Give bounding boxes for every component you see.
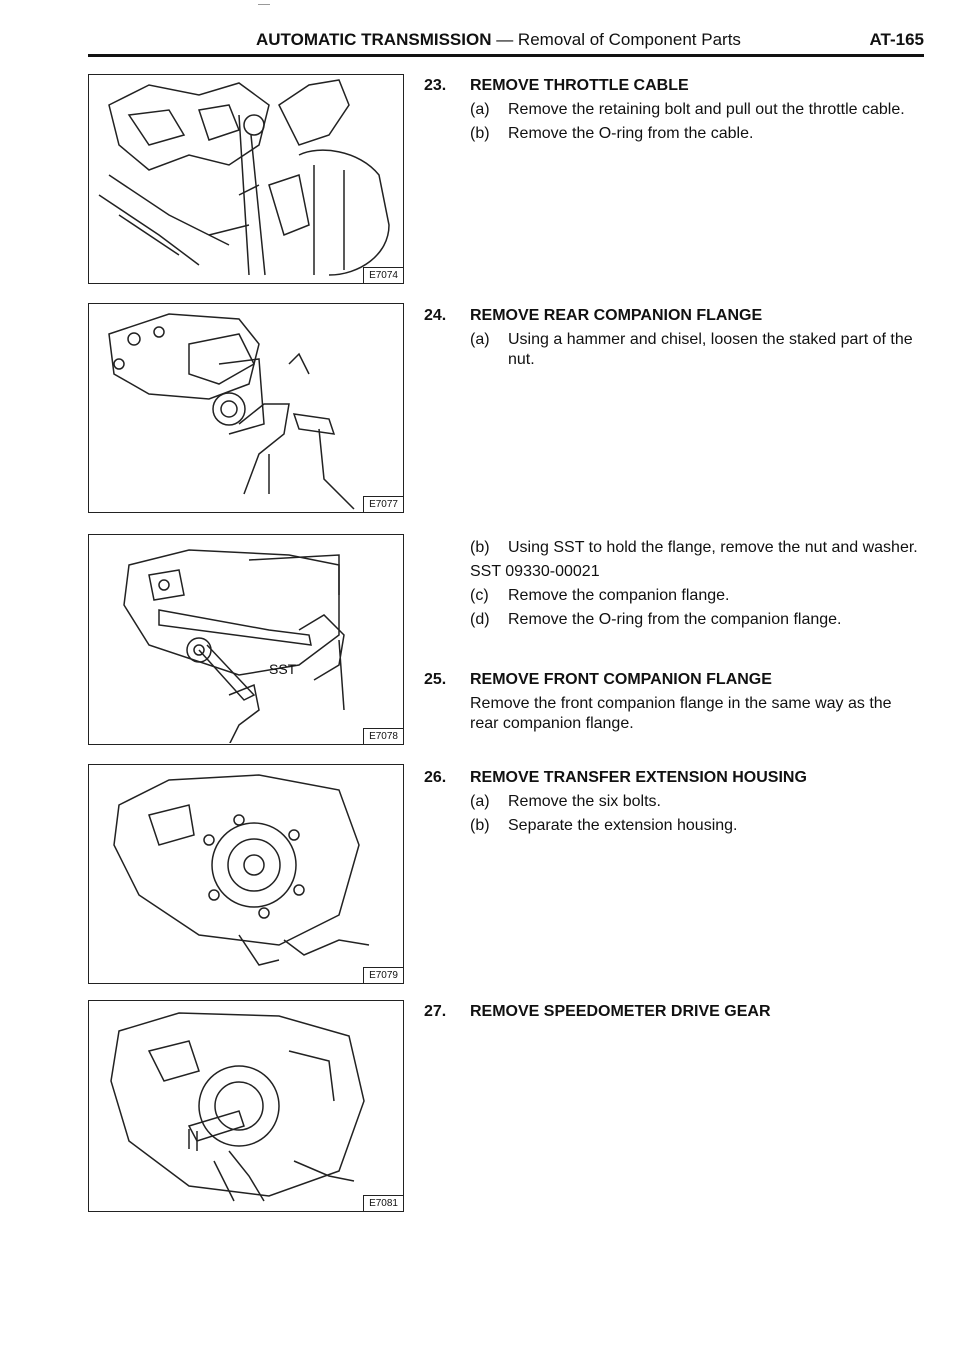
illustration-speedometer-gear — [89, 1001, 402, 1210]
illustration-sst-flange — [89, 535, 402, 743]
step-24-continued — [424, 538, 924, 630]
step-heading: 27. REMOVE SPEEDOMETER DRIVE GEAR — [424, 1003, 771, 1020]
header-rule — [88, 54, 924, 57]
step-heading: 23. REMOVE THROTTLE CABLE — [424, 77, 689, 94]
header-title: AUTOMATIC TRANSMISSION — Removal of Component Parts — [256, 30, 741, 49]
sst-number: SST 09330-00021 — [470, 563, 600, 580]
substep: (a) Using a hammer and chisel, loosen the staked part of the nut. — [470, 331, 913, 368]
illustration-hammer-chisel — [89, 304, 402, 511]
substep: (a) Remove the six bolts. — [470, 793, 661, 810]
step-text: Remove the front companion flange in the same way as the rear companion flange. — [470, 695, 892, 732]
page-number: AT-165 — [869, 30, 924, 49]
step-23 — [424, 76, 924, 144]
substep: (b) Using SST to hold the flange, remove the nut and washer. — [470, 539, 918, 556]
substep: (c) Remove the companion flange. — [470, 587, 730, 604]
substep: (b) Remove the O-ring from the cable. — [470, 125, 754, 142]
step-heading: 24. REMOVE REAR COMPANION FLANGE — [424, 307, 763, 324]
illustration-extension-housing — [89, 765, 402, 982]
step-heading: 26. REMOVE TRANSFER EXTENSION HOUSING — [424, 769, 807, 786]
step-heading: 25. REMOVE FRONT COMPANION FLANGE — [424, 671, 772, 688]
step-26 — [424, 768, 924, 836]
substep: (a) Remove the retaining bolt and pull out the throttle cable. — [470, 101, 905, 118]
step-27 — [424, 1002, 924, 1022]
figure-throttle-cable — [88, 74, 404, 284]
figure-sst-flange — [88, 534, 404, 745]
figure-code: E7081 — [363, 1195, 403, 1211]
figure-code: E7078 — [363, 728, 403, 744]
substep: (b) Separate the extension housing. — [470, 817, 738, 834]
illustration-throttle-cable — [89, 75, 402, 282]
scan-mark — [258, 4, 270, 5]
figure-speedometer-gear — [88, 1000, 404, 1212]
figure-code: E7079 — [363, 967, 403, 983]
figure-code: E7074 — [363, 267, 403, 283]
substep: (d) Remove the O-ring from the companion flange. — [470, 611, 842, 628]
page-header — [88, 30, 924, 54]
step-24 — [424, 306, 924, 370]
step-25 — [424, 670, 924, 734]
figure-hammer-chisel — [88, 303, 404, 513]
figure-extension-housing — [88, 764, 404, 984]
sst-label: SST — [269, 661, 297, 677]
figure-code: E7077 — [363, 496, 403, 512]
